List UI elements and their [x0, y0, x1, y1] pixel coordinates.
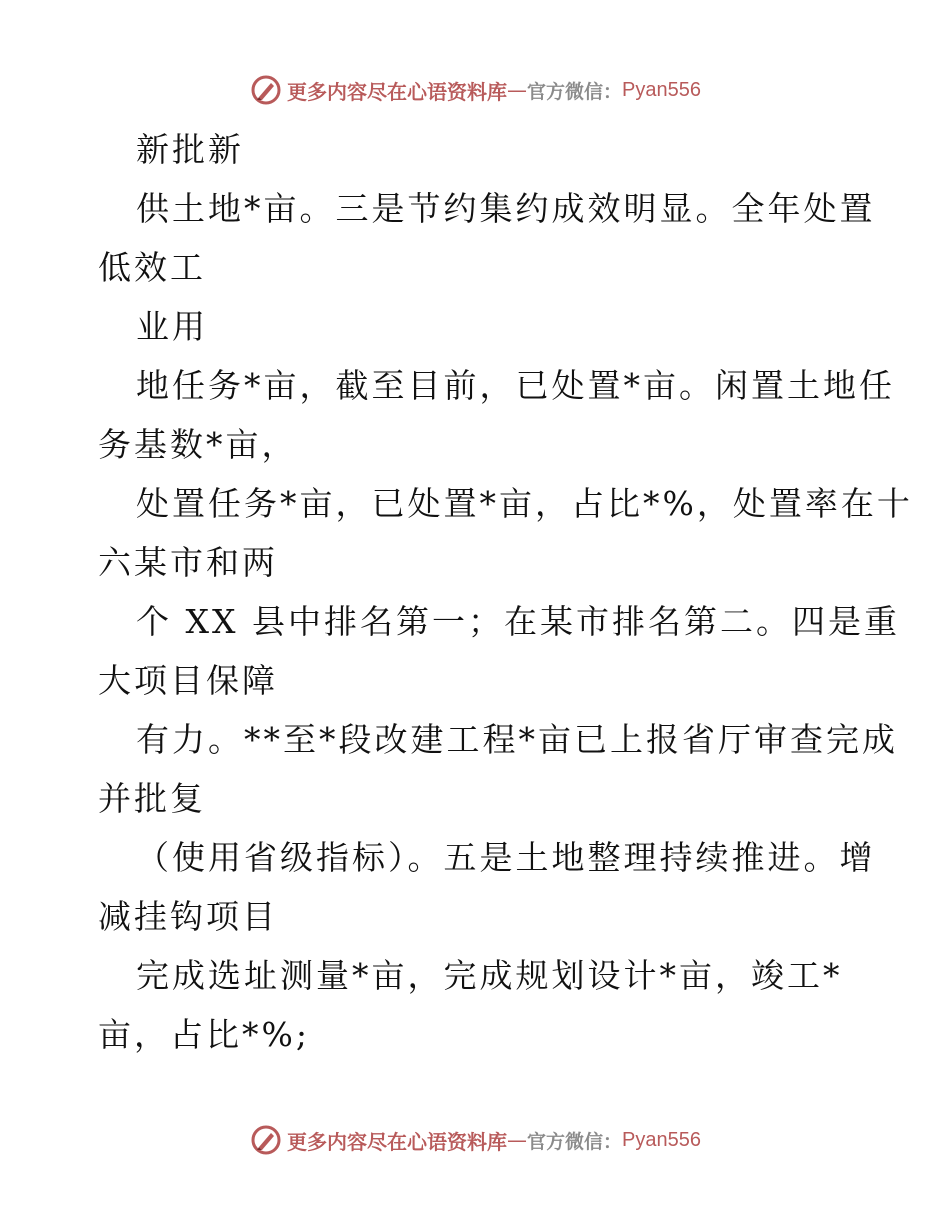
text-line-5: 地任务*亩，截至目前，已处置*亩。闲置土地任 [136, 366, 895, 405]
text-line-7: 处置任务*亩，已处置*亩，占比*%，处置率在十 [136, 484, 913, 523]
header-banner [0, 70, 950, 110]
text-line-9: 个 XX 县中排名第一；在某市排名第二。四是重 [136, 602, 900, 641]
header-wechat-id: Pyan556 [622, 78, 701, 101]
pen-logo-icon [249, 73, 283, 107]
text-line-16: 亩，占比*%; [98, 1015, 310, 1054]
text-line-3: 低效工 [98, 248, 206, 287]
text-line-14: 减挂钩项目 [98, 897, 278, 936]
text-line-13: （使用省级指标）。五是土地整理持续推进。增 [136, 838, 876, 877]
text-line-12: 并批复 [98, 779, 206, 818]
text-line-2: 供土地*亩。三是节约集约成效明显。全年处置 [136, 189, 876, 228]
text-line-4: 业用 [136, 307, 208, 346]
footer-dash: — [507, 1128, 527, 1152]
footer-wechat-id: Pyan556 [622, 1128, 701, 1151]
header-dash: — [507, 78, 527, 102]
footer-label: 官方微信： [527, 1130, 623, 1153]
text-line-6: 务基数*亩， [98, 425, 298, 464]
text-line-15: 完成选址测量*亩，完成规划设计*亩，竣工* [136, 956, 843, 995]
footer-site-text: 更多内容尽在心语资料库 [287, 1129, 507, 1154]
pen-logo-icon [249, 1123, 283, 1157]
text-line-1: 新批新 [136, 130, 244, 169]
text-line-11: 有力。**至*段改建工程*亩已上报省厅审查完成 [136, 720, 898, 759]
header-label: 官方微信： [527, 80, 623, 103]
footer-banner [0, 1120, 950, 1160]
text-line-8: 六某市和两 [98, 543, 278, 582]
header-site-text: 更多内容尽在心语资料库 [287, 79, 507, 104]
text-line-10: 大项目保障 [98, 661, 278, 700]
